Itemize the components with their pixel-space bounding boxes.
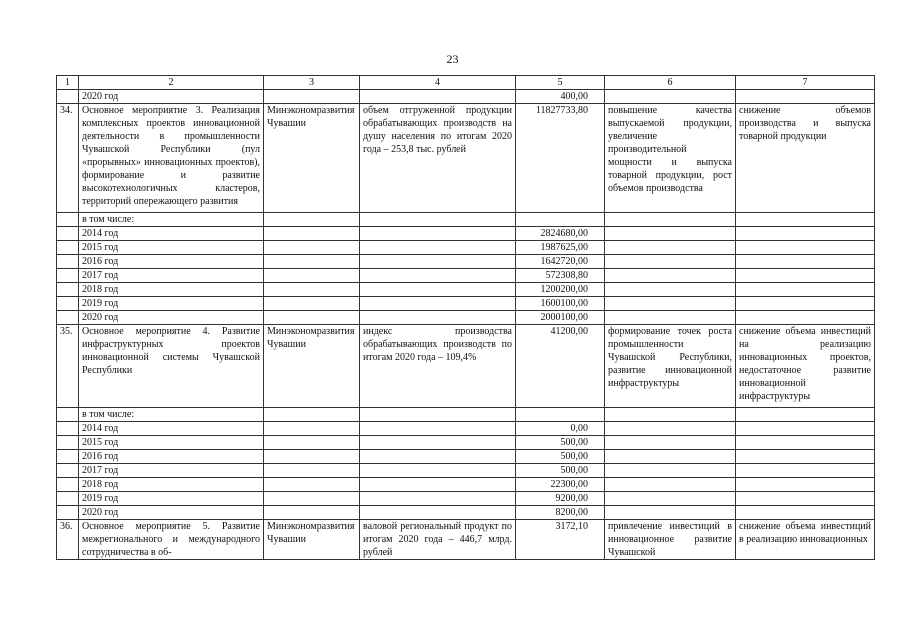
activity-result: повышение качества выпускаемой продукции, увеличение производительной мощности и выпуска товарной продукции, рост объемов производства [605, 104, 736, 213]
year-label: 2018 год [79, 478, 264, 492]
column-header: 2 [79, 76, 264, 90]
year-label: 2019 год [79, 297, 264, 311]
table-row-year [57, 492, 875, 506]
program-activities-table [56, 75, 875, 560]
year-label: 2018 год [79, 283, 264, 297]
year-amount: 1200200,00 [516, 283, 605, 297]
year-amount: 1987625,00 [516, 241, 605, 255]
activity-executor: Минэкономразвития Чувашии [264, 520, 360, 560]
activity-result: формирование точек роста промышленности Чувашской Республики, развитие инновационной инфраструктуры [605, 325, 736, 408]
year-label: 2017 год [79, 464, 264, 478]
including-label: в том числе: [79, 408, 264, 422]
year-amount: 9200,00 [516, 492, 605, 506]
table-row-year [57, 506, 875, 520]
year-label: 2015 год [79, 241, 264, 255]
activity-amount: 3172,10 [516, 520, 605, 560]
table-row-year [57, 422, 875, 436]
year-amount: 0,00 [516, 422, 605, 436]
year-label: 2014 год [79, 227, 264, 241]
year-label: 2020 год [79, 311, 264, 325]
column-header: 7 [736, 76, 875, 90]
activity-executor: Минэкономразвития Чувашии [264, 325, 360, 408]
table-row-year [57, 227, 875, 241]
table-row-year [57, 90, 875, 104]
page-number: 23 [446, 52, 459, 66]
year-amount: 572308,80 [516, 269, 605, 283]
table-row-year [57, 464, 875, 478]
year-amount: 500,00 [516, 436, 605, 450]
table-row-year [57, 283, 875, 297]
year-label: 2017 год [79, 269, 264, 283]
table-row-including [57, 213, 875, 227]
year-label: 2014 год [79, 422, 264, 436]
table-row-year [57, 269, 875, 283]
column-header: 5 [516, 76, 605, 90]
column-header: 6 [605, 76, 736, 90]
year-amount: 22300,00 [516, 478, 605, 492]
year-amount: 1642720,00 [516, 255, 605, 269]
column-header: 1 [57, 76, 79, 90]
activity-indicator: валовой региональный продукт по итогам 2020 года – 446,7 млрд. рублей [360, 520, 516, 560]
table-row-year [57, 450, 875, 464]
column-header: 4 [360, 76, 516, 90]
year-amount: 2000100,00 [516, 311, 605, 325]
activity-name: Основное мероприятие 3. Реализация комплексных проектов инновационной деятельности в промышленности Чувашской Республики (пул «прорывных» инновационных проектов), формирование и развитие высокотехнологичных кластеров, территорий опережающего развития [79, 104, 264, 213]
table-row-activity [57, 104, 875, 213]
year-amount: 8200,00 [516, 506, 605, 520]
activity-name: Основное мероприятие 4. Развитие инфраструктурных проектов инновационной системы Чувашской Республики [79, 325, 264, 408]
year-amount: 1600100,00 [516, 297, 605, 311]
activity-number: 34. [57, 104, 79, 213]
year-label: 2020 год [79, 90, 264, 104]
table-row-year [57, 311, 875, 325]
year-label: 2016 год [79, 450, 264, 464]
year-amount: 400,00 [516, 90, 605, 104]
year-label: 2015 год [79, 436, 264, 450]
activity-name: Основное мероприятие 5. Развитие межрегионального и международного сотрудничества в об- [79, 520, 264, 560]
activity-result: привлечение инвестиций в инновационное развитие Чувашской [605, 520, 736, 560]
year-amount: 500,00 [516, 450, 605, 464]
table-row-activity [57, 520, 875, 560]
table-row-including [57, 408, 875, 422]
activity-amount: 41200,00 [516, 325, 605, 408]
year-label: 2019 год [79, 492, 264, 506]
year-amount: 2824680,00 [516, 227, 605, 241]
activity-amount: 11827733,80 [516, 104, 605, 213]
including-label: в том числе: [79, 213, 264, 227]
activity-executor: Минэкономразвития Чувашии [264, 104, 360, 213]
year-label: 2016 год [79, 255, 264, 269]
table-row-year [57, 436, 875, 450]
table-row-year [57, 297, 875, 311]
activity-number: 36. [57, 520, 79, 560]
activity-indicator: объем отгруженной продукции обрабатывающих производств на душу населения по итогам 2020 года – 253,8 тыс. рублей [360, 104, 516, 213]
table-row-activity [57, 325, 875, 408]
activity-consequence: снижение объема инвестиций в реализацию инновационных [736, 520, 875, 560]
year-amount: 500,00 [516, 464, 605, 478]
activity-number: 35. [57, 325, 79, 408]
year-label: 2020 год [79, 506, 264, 520]
column-header: 3 [264, 76, 360, 90]
activity-indicator: индекс производства обрабатывающих производств по итогам 2020 года – 109,4% [360, 325, 516, 408]
activity-consequence: снижение объемов производства и выпуска товарной продукции [736, 104, 875, 213]
table-row-year [57, 478, 875, 492]
table-row-year [57, 241, 875, 255]
table-row-year [57, 255, 875, 269]
activity-consequence: снижение объема инвестиций на реализацию инновационных проектов, недостаточное развитие инновационной инфраструктуры [736, 325, 875, 408]
table-header-row [57, 76, 875, 90]
